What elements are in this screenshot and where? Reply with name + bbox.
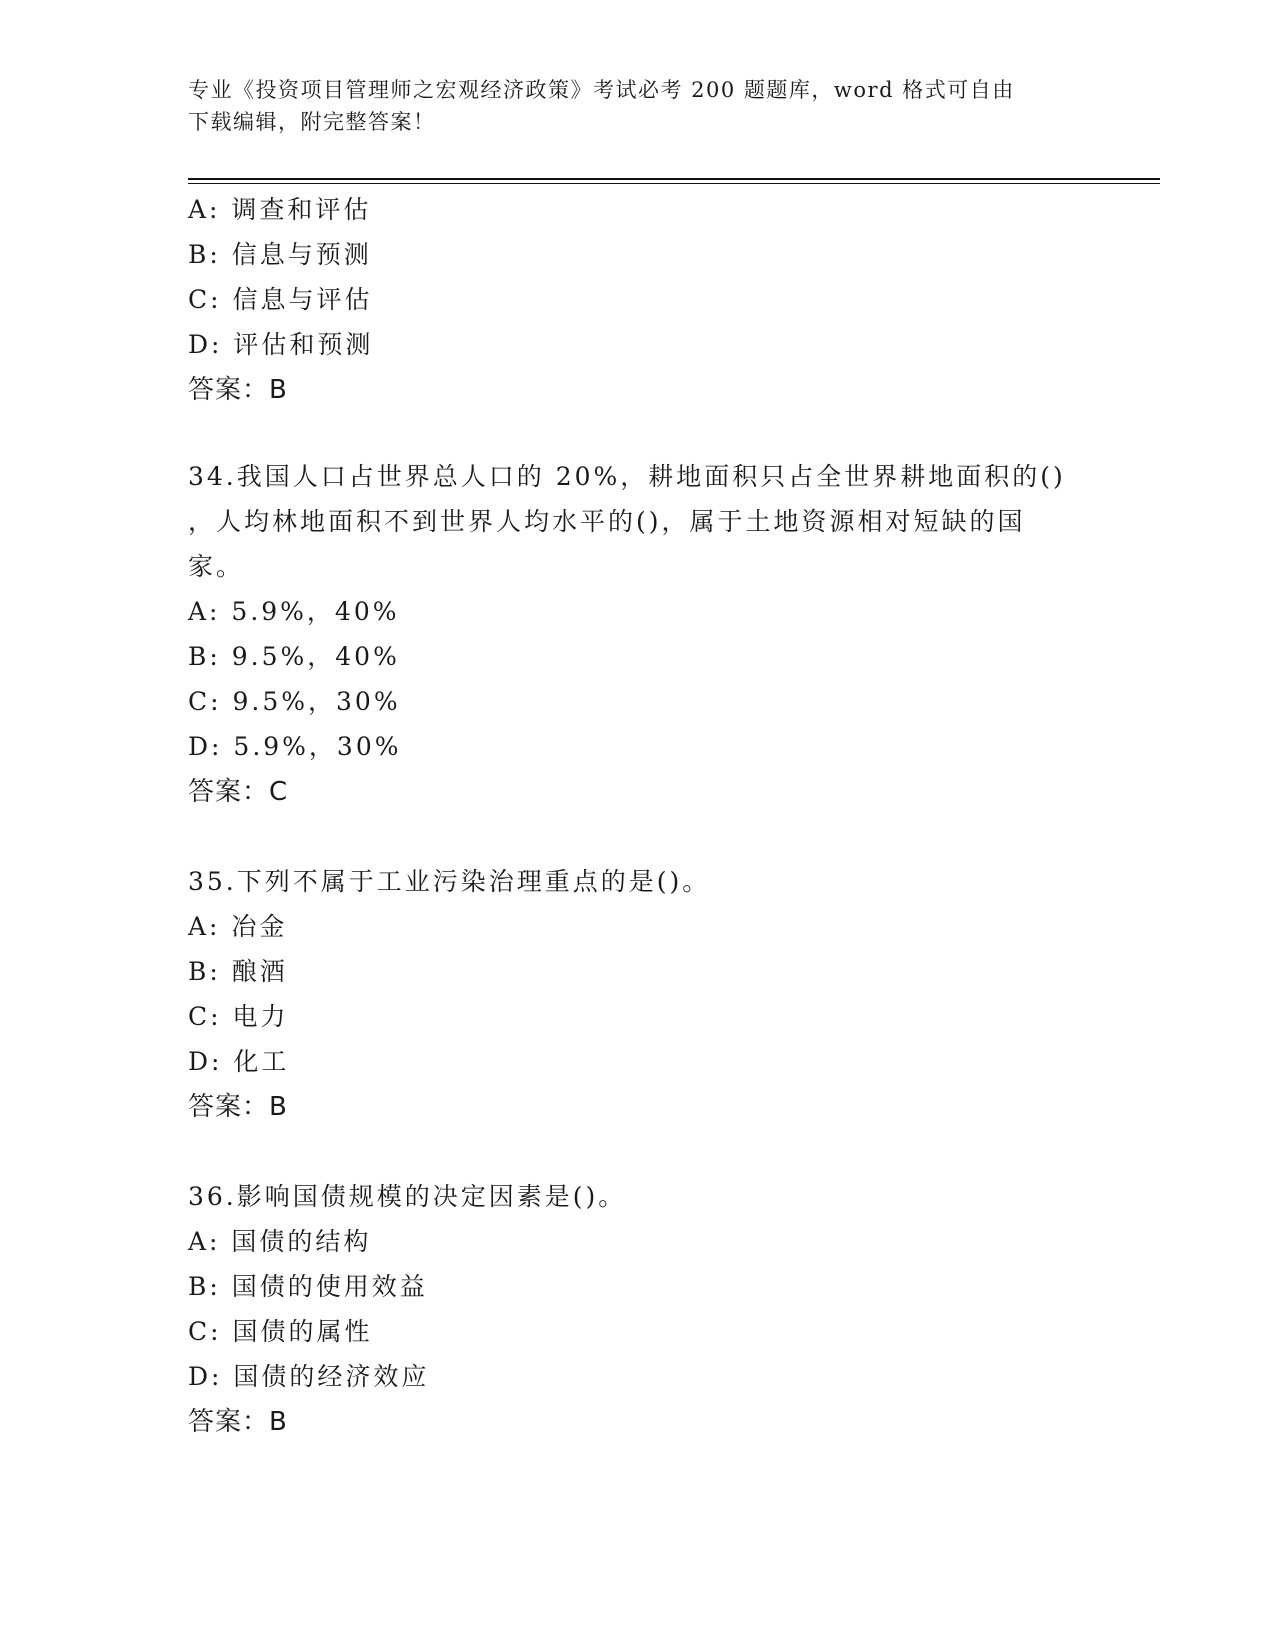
header-line-1: 专业《投资项目管理师之宏观经济政策》考试必考 200 题题库，word 格式可自由 — [188, 78, 1015, 102]
q36-option-a: A: 国债的结构 — [188, 1227, 372, 1256]
q34-option-c: C: 9.5%，30% — [188, 687, 401, 716]
q35-option-c: C: 电力 — [188, 1002, 289, 1031]
q34-answer: 答案：C — [188, 777, 289, 807]
header-line-2: 下载编辑，附完整答案！ — [188, 110, 436, 134]
q35-option-b: B: 酿酒 — [188, 957, 288, 986]
header-rule-thin — [188, 183, 1160, 184]
q34-option-b: B: 9.5%，40% — [188, 642, 400, 671]
q34-option-d: D: 5.9%，30% — [188, 732, 402, 761]
q35-option-a: A: 冶金 — [188, 912, 288, 941]
q35-option-d: D: 化工 — [188, 1047, 290, 1076]
q33-option-a: A: 调查和评估 — [188, 195, 372, 224]
q33-option-c: C: 信息与评估 — [188, 285, 373, 314]
q35-question: 35.下列不属于工业污染治理重点的是()。 — [188, 867, 711, 896]
q36-option-d: D: 国债的经济效应 — [188, 1362, 430, 1391]
q36-answer: 答案：B — [188, 1407, 288, 1437]
q33-answer: 答案：B — [188, 375, 288, 405]
q33-option-b: B: 信息与预测 — [188, 240, 372, 269]
q33-option-d: D: 评估和预测 — [188, 330, 374, 359]
q34-question-line-3: 家。 — [188, 552, 245, 581]
q35-answer: 答案：B — [188, 1092, 288, 1122]
q34-option-a: A: 5.9%，40% — [188, 597, 400, 626]
q36-option-b: B: 国债的使用效益 — [188, 1272, 428, 1301]
q36-option-c: C: 国债的属性 — [188, 1317, 373, 1346]
q34-question-line-2: ，人均林地面积不到世界人均水平的()，属于土地资源相对短缺的国 — [188, 507, 1026, 536]
document-header — [188, 74, 1088, 138]
q36-question: 36.影响国债规模的决定因素是()。 — [188, 1182, 627, 1211]
q34-question-line-1: 34.我国人口占世界总人口的 20%，耕地面积只占全世界耕地面积的() — [188, 462, 1066, 491]
header-rule-thick — [188, 178, 1160, 180]
